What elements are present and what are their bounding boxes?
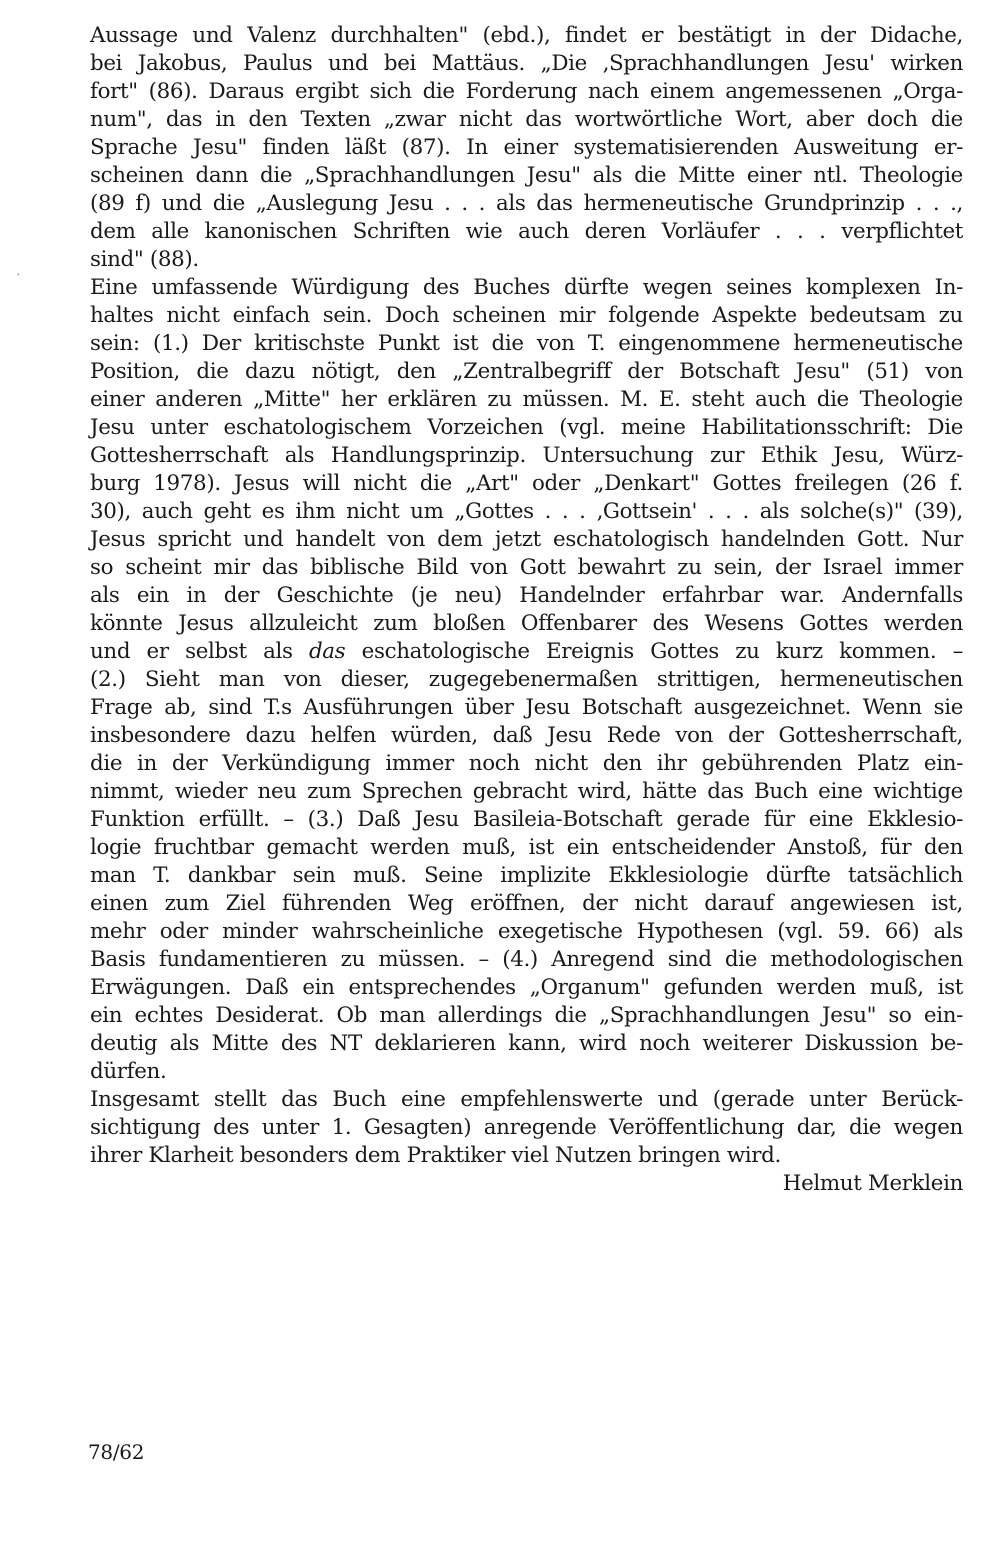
text-line: einer anderen „Mitte" her erklären zu müssen. M. E. steht auch die Theologie bbox=[90, 387, 963, 412]
text-line: so scheint mir das biblische Bild von Gott bewahrt zu sein, der Israel immer bbox=[90, 555, 963, 580]
text-line: als ein in der Geschichte (je neu) Handelnder erfahrbar war. Andernfalls bbox=[90, 583, 963, 608]
text-line: Erwägungen. Daß ein entsprechendes „Organum" gefunden werden muß, ist bbox=[90, 975, 963, 1000]
text-line: Gottesherrschaft als Handlungsprinzip. Untersuchung zur Ethik Jesu, Würz- bbox=[90, 443, 963, 468]
text-line: fort" (86). Daraus ergibt sich die Forderung nach einem angemessenen „Orga- bbox=[90, 79, 963, 104]
text-line: dürfen. bbox=[90, 1059, 167, 1084]
paragraph-3 bbox=[90, 1086, 963, 1170]
text-line: logie fruchtbar gemacht werden muß, ist ein entscheidender Anstoß, für den bbox=[90, 835, 963, 860]
text-line: Aussage und Valenz durchhalten" (ebd.), findet er bestätigt in der Didache, bbox=[90, 23, 963, 48]
text-line: num", das in den Texten „zwar nicht das wortwörtliche Wort, aber doch die bbox=[90, 107, 963, 132]
text-line: Position, die dazu nötigt, den „Zentralbegriff der Botschaft Jesu" (51) von bbox=[90, 359, 963, 384]
text-segment: und er selbst als bbox=[90, 639, 309, 664]
paragraph-2 bbox=[90, 274, 963, 1086]
text-line: (2.) Sieht man von dieser, zugegebenermaßen strittigen, hermeneutischen bbox=[90, 667, 963, 692]
text-line: man T. dankbar sein muß. Seine implizite Ekklesiologie dürfte tatsächlich bbox=[90, 863, 963, 888]
text-line: (89 f) und die „Auslegung Jesu . . . als das hermeneutische Grundprinzip . . ., bbox=[90, 191, 963, 216]
page-number: 78/62 bbox=[88, 1440, 145, 1464]
text-line: Basis fundamentieren zu müssen. – (4.) Anregend sind die methodologischen bbox=[90, 947, 963, 972]
text-line: nimmt, wieder neu zum Sprechen gebracht wird, hätte das Buch eine wichtige bbox=[90, 779, 963, 804]
text-line: Eine umfassende Würdigung des Buches dürfte wegen seines komplexen In- bbox=[90, 275, 963, 300]
text-line: dem alle kanonischen Schriften wie auch deren Vorläufer . . . verpflichtet bbox=[90, 219, 963, 244]
text-line: bei Jakobus, Paulus und bei Mattäus. „Die ‚Sprachhandlungen Jesu' wirken bbox=[90, 51, 963, 76]
text-line: 30), auch geht es ihm nicht um „Gottes . . . ‚Gottsein' . . . als solche(s)" (39), bbox=[90, 499, 963, 524]
text-line: Frage ab, sind T.s Ausführungen über Jesu Botschaft ausgezeichnet. Wenn sie bbox=[90, 695, 963, 720]
text-line: Funktion erfüllt. – (3.) Daß Jesu Basileia-Botschaft gerade für eine Ekklesio- bbox=[90, 807, 963, 832]
text-line: Insgesamt stellt das Buch eine empfehlenswerte und (gerade unter Berück- bbox=[90, 1087, 963, 1112]
text-line: Jesus spricht und handelt von dem jetzt eschatologisch handelnden Gott. Nur bbox=[90, 527, 963, 552]
margin-mark: ʾ bbox=[17, 273, 20, 283]
text-line: insbesondere dazu helfen würden, daß Jesu Rede von der Gottesherrschaft, bbox=[90, 723, 963, 748]
text-line: haltes nicht einfach sein. Doch scheinen mir folgende Aspekte bedeutsam zu bbox=[90, 303, 963, 328]
author-signature: Helmut Merklein bbox=[782, 1171, 963, 1196]
text-line: burg 1978). Jesus will nicht die „Art" oder „Denkart" Gottes freilegen (26 f. bbox=[90, 471, 963, 496]
text-line: deutig als Mitte des NT deklarieren kann, wird noch weiterer Diskussion be- bbox=[90, 1031, 963, 1056]
text-line-italic bbox=[90, 638, 963, 666]
paragraph-1 bbox=[90, 22, 963, 274]
text-line: sind" (88). bbox=[90, 247, 199, 272]
text-line: die in der Verkündigung immer noch nicht den ihr gebührenden Platz ein- bbox=[90, 751, 963, 776]
text-line: ihrer Klarheit besonders dem Praktiker viel Nutzen bringen wird. bbox=[90, 1143, 781, 1168]
text-line: scheinen dann die „Sprachhandlungen Jesu" als die Mitte einer ntl. Theologie bbox=[90, 163, 963, 188]
text-line: könnte Jesus allzuleicht zum bloßen Offenbarer des Wesens Gottes werden bbox=[90, 611, 963, 636]
text-line: sein: (1.) Der kritischste Punkt ist die von T. eingenommene hermeneutische bbox=[90, 331, 963, 356]
italic-emphasis: das bbox=[308, 639, 346, 664]
text-line: mehr oder minder wahrscheinliche exegetische Hypothesen (vgl. 59. 66) als bbox=[90, 919, 963, 944]
text-line: sichtigung des unter 1. Gesagten) anregende Veröffentlichung dar, die wegen bbox=[90, 1115, 963, 1140]
text-segment: eschatologische Ereignis Gottes zu kurz kommen. – bbox=[345, 639, 963, 664]
text-line: ein echtes Desiderat. Ob man allerdings die „Sprachhandlungen Jesu" so ein- bbox=[90, 1003, 963, 1028]
text-line: einen zum Ziel führenden Weg eröffnen, der nicht darauf angewiesen ist, bbox=[90, 891, 963, 916]
text-line: Jesu unter eschatologischem Vorzeichen (vgl. meine Habilitationsschrift: Die bbox=[90, 415, 963, 440]
document-body bbox=[90, 22, 963, 1198]
text-line: Sprache Jesu" finden läßt (87). In einer systematisierenden Ausweitung er- bbox=[90, 135, 963, 160]
